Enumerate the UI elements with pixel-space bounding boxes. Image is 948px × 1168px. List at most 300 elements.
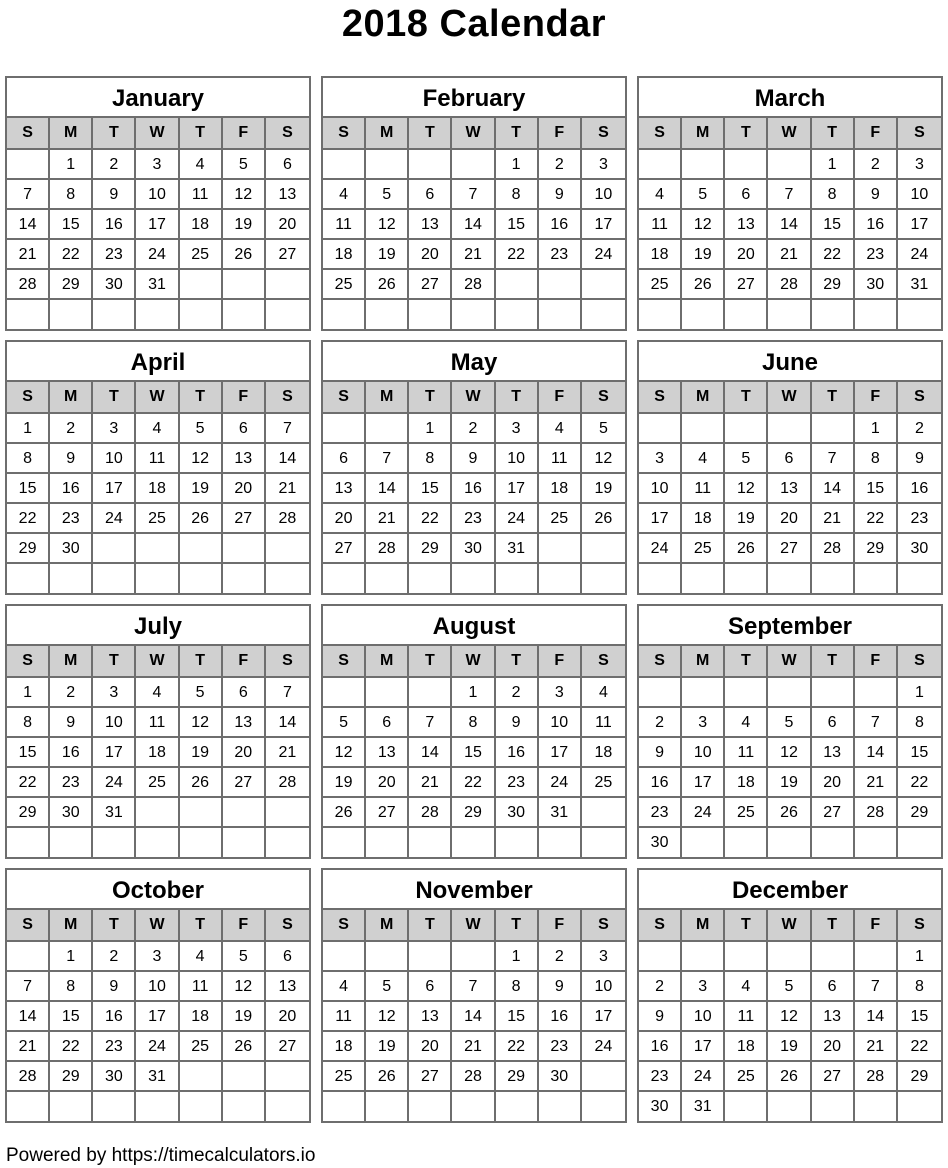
empty-day-cell	[266, 828, 309, 858]
day-cell: 12	[223, 972, 266, 1002]
day-cell: 4	[136, 678, 179, 708]
empty-day-cell	[452, 942, 495, 972]
day-cell: 21	[409, 768, 452, 798]
day-cell: 2	[452, 414, 495, 444]
day-cell: 15	[452, 738, 495, 768]
day-cell: 19	[725, 504, 768, 534]
empty-day-cell	[496, 1092, 539, 1122]
day-cell: 22	[7, 504, 50, 534]
day-cell: 5	[366, 180, 409, 210]
day-cell: 5	[223, 150, 266, 180]
day-cell: 22	[898, 1032, 941, 1062]
day-cell: 18	[323, 240, 366, 270]
day-cell: 19	[768, 768, 811, 798]
empty-day-cell	[223, 1092, 266, 1122]
weekday-header: F	[855, 910, 898, 940]
empty-day-cell	[682, 564, 725, 594]
day-cell: 14	[266, 708, 309, 738]
day-cell: 6	[366, 708, 409, 738]
weekday-header: S	[598, 124, 609, 141]
empty-day-cell	[768, 1092, 811, 1122]
day-cell: 7	[812, 444, 855, 474]
day-cell: 8	[452, 708, 495, 738]
empty-day-cell	[323, 564, 366, 594]
day-cell: 29	[496, 1062, 539, 1092]
empty-day-cell	[409, 150, 452, 180]
day-cell: 22	[812, 240, 855, 270]
day-cell: 16	[639, 1032, 682, 1062]
day-cell: 4	[180, 942, 223, 972]
empty-day-cell	[50, 1092, 93, 1122]
day-cell: 20	[266, 1002, 309, 1032]
day-cell: 31	[682, 1092, 725, 1122]
day-cell: 10	[898, 180, 941, 210]
day-cell: 6	[812, 708, 855, 738]
weekday-header: F	[855, 118, 898, 148]
weekday-header: M	[50, 646, 93, 676]
weekday-header: T	[180, 910, 223, 940]
day-cell: 20	[223, 738, 266, 768]
empty-day-cell	[496, 564, 539, 594]
day-cell: 2	[496, 678, 539, 708]
day-cell: 19	[768, 1032, 811, 1062]
weekday-header: S	[282, 652, 293, 669]
empty-day-cell	[266, 534, 309, 564]
footer-credit: Powered by https://timecalculators.io	[6, 1145, 316, 1166]
day-cell: 19	[366, 240, 409, 270]
day-cell: 22	[50, 240, 93, 270]
day-cell: 1	[409, 414, 452, 444]
day-cell: 29	[50, 270, 93, 300]
weekday-header: F	[223, 382, 266, 412]
day-cell: 14	[266, 444, 309, 474]
day-cell: 21	[812, 504, 855, 534]
empty-day-cell	[180, 1092, 223, 1122]
weekday-header-row	[323, 646, 625, 678]
day-cell: 15	[898, 738, 941, 768]
day-cell: 28	[7, 270, 50, 300]
empty-day-cell	[855, 678, 898, 708]
day-cell: 7	[7, 972, 50, 1002]
day-cell: 25	[539, 504, 582, 534]
day-cell: 4	[582, 678, 625, 708]
day-cell: 15	[496, 1002, 539, 1032]
empty-day-cell	[7, 828, 50, 858]
day-cell: 25	[180, 240, 223, 270]
day-cell: 13	[725, 210, 768, 240]
weekday-header: T	[180, 118, 223, 148]
day-cell: 25	[136, 504, 179, 534]
day-cell: 23	[855, 240, 898, 270]
day-cell: 20	[812, 1032, 855, 1062]
day-cell: 21	[452, 1032, 495, 1062]
empty-day-cell	[582, 1092, 625, 1122]
empty-day-cell	[409, 300, 452, 330]
empty-day-cell	[582, 534, 625, 564]
weekday-header: T	[725, 646, 768, 676]
day-cell: 30	[452, 534, 495, 564]
days-grid	[323, 678, 625, 858]
day-cell: 30	[93, 270, 136, 300]
day-cell: 2	[93, 150, 136, 180]
empty-day-cell	[409, 678, 452, 708]
weekday-header: F	[539, 646, 582, 676]
weekday-header: T	[409, 646, 452, 676]
day-cell: 30	[50, 534, 93, 564]
day-cell: 14	[452, 1002, 495, 1032]
weekday-header: T	[496, 382, 539, 412]
empty-day-cell	[452, 300, 495, 330]
weekday-header: W	[136, 646, 179, 676]
day-cell: 29	[855, 534, 898, 564]
day-cell: 26	[223, 240, 266, 270]
day-cell: 26	[725, 534, 768, 564]
empty-day-cell	[93, 300, 136, 330]
day-cell: 3	[639, 444, 682, 474]
empty-day-cell	[323, 150, 366, 180]
weekday-header: S	[7, 118, 50, 148]
weekday-header: F	[223, 646, 266, 676]
empty-day-cell	[898, 1092, 941, 1122]
month-name: April	[7, 342, 309, 382]
empty-day-cell	[682, 414, 725, 444]
month-october	[5, 868, 311, 1123]
page-title: 2018 Calendar	[341, 3, 607, 45]
weekday-header: F	[223, 118, 266, 148]
day-cell: 7	[855, 972, 898, 1002]
weekday-header: S	[323, 646, 366, 676]
day-cell: 19	[180, 738, 223, 768]
day-cell: 11	[180, 180, 223, 210]
day-cell: 27	[223, 768, 266, 798]
day-cell: 11	[725, 1002, 768, 1032]
day-cell: 20	[812, 768, 855, 798]
weekday-header: S	[639, 118, 682, 148]
day-cell: 19	[582, 474, 625, 504]
day-cell: 3	[539, 678, 582, 708]
weekday-header: F	[539, 382, 582, 412]
day-cell: 26	[180, 768, 223, 798]
day-cell: 11	[180, 972, 223, 1002]
day-cell: 12	[725, 474, 768, 504]
day-cell: 6	[223, 414, 266, 444]
day-cell: 5	[682, 180, 725, 210]
weekday-header: W	[136, 910, 179, 940]
weekday-header: W	[768, 910, 811, 940]
empty-day-cell	[639, 150, 682, 180]
day-cell: 16	[539, 1002, 582, 1032]
month-january	[5, 76, 311, 331]
empty-day-cell	[452, 564, 495, 594]
weekday-header-row	[7, 910, 309, 942]
day-cell: 7	[409, 708, 452, 738]
day-cell: 10	[582, 180, 625, 210]
day-cell: 7	[366, 444, 409, 474]
weekday-header: S	[323, 382, 366, 412]
weekday-header: W	[136, 118, 179, 148]
weekday-header: F	[539, 910, 582, 940]
empty-day-cell	[768, 942, 811, 972]
empty-day-cell	[539, 270, 582, 300]
day-cell: 16	[639, 768, 682, 798]
empty-day-cell	[7, 564, 50, 594]
empty-day-cell	[496, 270, 539, 300]
day-cell: 12	[682, 210, 725, 240]
day-cell: 14	[7, 1002, 50, 1032]
day-cell: 16	[452, 474, 495, 504]
day-cell: 31	[539, 798, 582, 828]
day-cell: 26	[180, 504, 223, 534]
weekday-header: F	[539, 118, 582, 148]
day-cell: 16	[496, 738, 539, 768]
empty-day-cell	[682, 828, 725, 858]
empty-day-cell	[582, 270, 625, 300]
weekday-header: M	[50, 382, 93, 412]
day-cell: 9	[539, 180, 582, 210]
day-cell: 16	[898, 474, 941, 504]
day-cell: 8	[496, 972, 539, 1002]
day-cell: 8	[7, 444, 50, 474]
day-cell: 27	[223, 504, 266, 534]
empty-day-cell	[366, 150, 409, 180]
day-cell: 23	[639, 1062, 682, 1092]
empty-day-cell	[7, 1092, 50, 1122]
day-cell: 13	[768, 474, 811, 504]
day-cell: 28	[409, 798, 452, 828]
day-cell: 17	[682, 1032, 725, 1062]
day-cell: 18	[582, 738, 625, 768]
day-cell: 30	[93, 1062, 136, 1092]
day-cell: 13	[366, 738, 409, 768]
empty-day-cell	[639, 564, 682, 594]
day-cell: 5	[366, 972, 409, 1002]
weekday-header-row	[7, 118, 309, 150]
empty-day-cell	[539, 564, 582, 594]
day-cell: 14	[366, 474, 409, 504]
day-cell: 14	[452, 210, 495, 240]
day-cell: 30	[639, 1092, 682, 1122]
empty-day-cell	[768, 678, 811, 708]
day-cell: 2	[855, 150, 898, 180]
empty-day-cell	[452, 150, 495, 180]
weekday-header: M	[682, 118, 725, 148]
day-cell: 9	[50, 708, 93, 738]
empty-day-cell	[812, 678, 855, 708]
weekday-header: F	[855, 646, 898, 676]
days-grid	[7, 942, 309, 1122]
empty-day-cell	[93, 534, 136, 564]
empty-day-cell	[855, 1092, 898, 1122]
day-cell: 27	[725, 270, 768, 300]
day-cell: 3	[496, 414, 539, 444]
weekday-header: W	[768, 382, 811, 412]
day-cell: 28	[855, 798, 898, 828]
empty-day-cell	[496, 300, 539, 330]
day-cell: 4	[323, 972, 366, 1002]
empty-day-cell	[50, 828, 93, 858]
day-cell: 20	[409, 1032, 452, 1062]
empty-day-cell	[725, 678, 768, 708]
day-cell: 24	[582, 240, 625, 270]
day-cell: 22	[7, 768, 50, 798]
day-cell: 11	[539, 444, 582, 474]
day-cell: 24	[682, 1062, 725, 1092]
day-cell: 7	[768, 180, 811, 210]
day-cell: 25	[725, 1062, 768, 1092]
weekday-header: S	[914, 124, 925, 141]
day-cell: 27	[366, 798, 409, 828]
weekday-header: S	[598, 652, 609, 669]
day-cell: 3	[136, 942, 179, 972]
empty-day-cell	[639, 678, 682, 708]
day-cell: 25	[639, 270, 682, 300]
empty-day-cell	[539, 300, 582, 330]
day-cell: 4	[539, 414, 582, 444]
empty-day-cell	[7, 300, 50, 330]
weekday-header-row	[7, 382, 309, 414]
day-cell: 8	[409, 444, 452, 474]
day-cell: 28	[7, 1062, 50, 1092]
day-cell: 29	[452, 798, 495, 828]
day-cell: 12	[223, 180, 266, 210]
day-cell: 18	[180, 210, 223, 240]
month-name: February	[323, 78, 625, 118]
day-cell: 8	[855, 444, 898, 474]
empty-day-cell	[898, 300, 941, 330]
empty-day-cell	[409, 564, 452, 594]
month-february	[321, 76, 627, 331]
day-cell: 15	[50, 210, 93, 240]
empty-day-cell	[539, 828, 582, 858]
days-grid	[323, 150, 625, 330]
empty-day-cell	[266, 564, 309, 594]
day-cell: 1	[898, 942, 941, 972]
day-cell: 8	[496, 180, 539, 210]
day-cell: 14	[409, 738, 452, 768]
day-cell: 1	[7, 678, 50, 708]
weekday-header: S	[598, 916, 609, 933]
day-cell: 16	[93, 210, 136, 240]
weekday-header: M	[682, 646, 725, 676]
weekday-header: T	[180, 646, 223, 676]
day-cell: 18	[323, 1032, 366, 1062]
day-cell: 10	[639, 474, 682, 504]
day-cell: 27	[323, 534, 366, 564]
day-cell: 18	[725, 1032, 768, 1062]
day-cell: 1	[855, 414, 898, 444]
day-cell: 25	[582, 768, 625, 798]
month-august	[321, 604, 627, 859]
day-cell: 28	[768, 270, 811, 300]
day-cell: 11	[323, 210, 366, 240]
empty-day-cell	[855, 942, 898, 972]
day-cell: 27	[812, 798, 855, 828]
day-cell: 27	[409, 1062, 452, 1092]
day-cell: 15	[496, 210, 539, 240]
day-cell: 5	[768, 972, 811, 1002]
weekday-header: S	[323, 118, 366, 148]
day-cell: 22	[898, 768, 941, 798]
day-cell: 22	[855, 504, 898, 534]
empty-day-cell	[725, 828, 768, 858]
day-cell: 3	[582, 942, 625, 972]
weekday-header: M	[366, 910, 409, 940]
empty-day-cell	[223, 270, 266, 300]
day-cell: 17	[136, 210, 179, 240]
month-name: December	[639, 870, 941, 910]
empty-day-cell	[496, 828, 539, 858]
day-cell: 7	[266, 678, 309, 708]
empty-day-cell	[812, 414, 855, 444]
day-cell: 21	[266, 474, 309, 504]
day-cell: 3	[898, 150, 941, 180]
weekday-header: S	[598, 388, 609, 405]
month-june	[637, 340, 943, 595]
weekday-header: M	[366, 382, 409, 412]
day-cell: 27	[409, 270, 452, 300]
empty-day-cell	[323, 828, 366, 858]
empty-day-cell	[366, 564, 409, 594]
day-cell: 25	[323, 270, 366, 300]
empty-day-cell	[323, 300, 366, 330]
empty-day-cell	[582, 798, 625, 828]
weekday-header: S	[914, 916, 925, 933]
weekday-header: S	[7, 382, 50, 412]
month-name: July	[7, 606, 309, 646]
day-cell: 10	[136, 972, 179, 1002]
day-cell: 21	[855, 1032, 898, 1062]
empty-day-cell	[539, 1092, 582, 1122]
weekday-header: T	[180, 382, 223, 412]
weekday-header: T	[93, 646, 136, 676]
days-grid	[323, 414, 625, 594]
day-cell: 26	[582, 504, 625, 534]
day-cell: 13	[812, 1002, 855, 1032]
day-cell: 30	[50, 798, 93, 828]
weekday-header: T	[409, 118, 452, 148]
day-cell: 30	[639, 828, 682, 858]
day-cell: 12	[180, 708, 223, 738]
day-cell: 7	[7, 180, 50, 210]
day-cell: 28	[266, 504, 309, 534]
day-cell: 19	[682, 240, 725, 270]
empty-day-cell	[323, 414, 366, 444]
weekday-header: T	[812, 646, 855, 676]
day-cell: 3	[93, 678, 136, 708]
day-cell: 16	[50, 738, 93, 768]
empty-day-cell	[725, 942, 768, 972]
weekday-header: W	[452, 118, 495, 148]
empty-day-cell	[223, 828, 266, 858]
empty-day-cell	[136, 1092, 179, 1122]
day-cell: 4	[136, 414, 179, 444]
day-cell: 30	[855, 270, 898, 300]
empty-day-cell	[7, 150, 50, 180]
day-cell: 10	[93, 444, 136, 474]
day-cell: 2	[50, 414, 93, 444]
empty-day-cell	[768, 300, 811, 330]
empty-day-cell	[768, 414, 811, 444]
day-cell: 24	[898, 240, 941, 270]
empty-day-cell	[136, 828, 179, 858]
empty-day-cell	[768, 564, 811, 594]
day-cell: 26	[768, 1062, 811, 1092]
day-cell: 29	[7, 534, 50, 564]
day-cell: 13	[409, 1002, 452, 1032]
day-cell: 24	[136, 1032, 179, 1062]
day-cell: 6	[409, 180, 452, 210]
day-cell: 11	[725, 738, 768, 768]
